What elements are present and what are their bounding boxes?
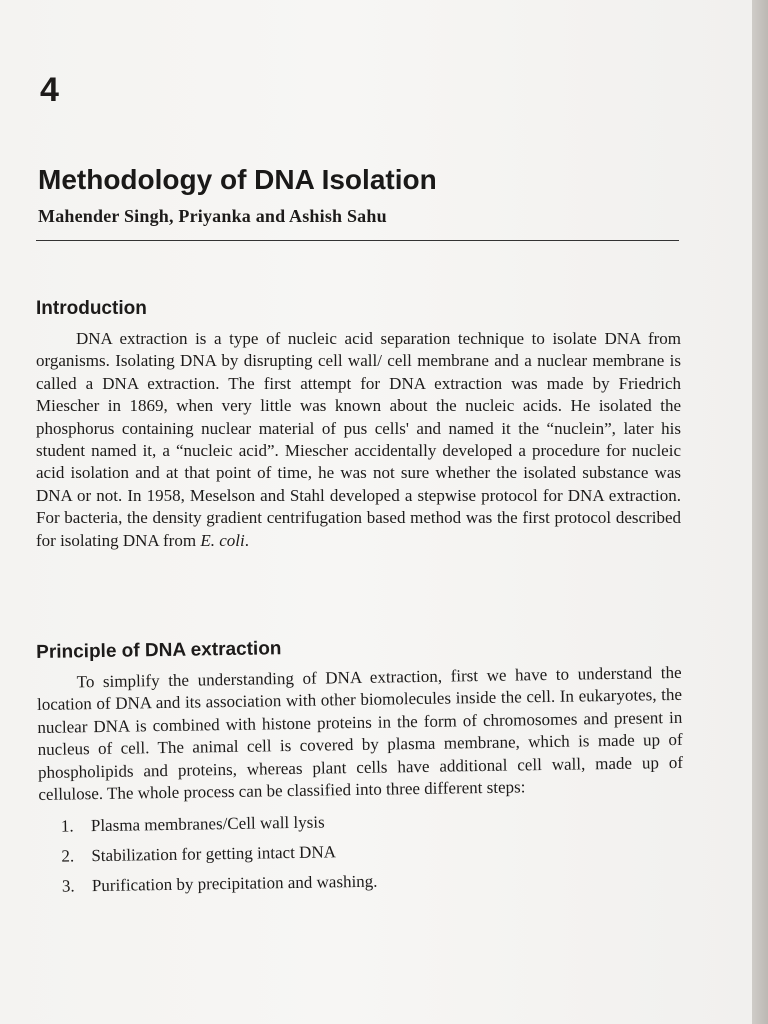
page-edge bbox=[752, 0, 768, 1024]
introduction-paragraph bbox=[36, 328, 681, 552]
list-item-number: 2. bbox=[61, 846, 75, 867]
steps-list bbox=[39, 802, 685, 902]
introduction-heading: Introduction bbox=[36, 298, 147, 319]
chapter-number: 4 bbox=[40, 71, 59, 109]
introduction-text-end: . bbox=[244, 530, 249, 550]
list-item-number: 3. bbox=[61, 876, 75, 897]
introduction-text: DNA extraction is a type of nucleic acid separation technique to isolate DNA from organisms. Isolating DNA by disrupting cell wall/ cell membrane and a nuclear membrane is called a DNA extraction. The first attempt for DNA extraction was made by Friedrich Miescher in 1869, when very little was known about the nucleic acids. He isolated the phosphorus containing nuclear material of pus cells' and named it the “nuclein”, later his student named it, a “nucleic acid”. Miescher accidentally developed a procedure for nucleic acid isolation and at that point of time, he was not sure whether the isolated substance was DNA or not. In 1958, Meselson and Stahl developed a stepwise protocol for DNA extraction. For bacteria, the density gradient centrifugation based method was the first protocol described for isolating DNA from bbox=[36, 329, 681, 550]
principle-paragraph: To simplify the understanding of DNA extraction, first we have to understand the location of DNA and its association with other biomolecules inside the cell. In eukaryotes, the nuclear DNA is combined with histone proteins in the form of chromosomes and present in nucleus of cell. The animal cell is covered by plasma membrane, which is made up of phospholipids and proteins, whereas plant cells have additional cell wall, made up of cellulose. The whole process can be classified into three different steps: bbox=[36, 662, 684, 805]
chapter-title: Methodology of DNA Isolation bbox=[38, 164, 437, 195]
introduction-section bbox=[36, 296, 681, 552]
principle-section bbox=[36, 630, 685, 903]
list-item-text: Plasma membranes/Cell wall lysis bbox=[90, 812, 325, 836]
title-divider bbox=[36, 240, 679, 241]
list-item-number: 1. bbox=[60, 816, 74, 837]
principle-heading: Principle of DNA extraction bbox=[36, 638, 282, 663]
chapter-authors: Mahender Singh, Priyanka and Ashish Sahu bbox=[38, 206, 387, 226]
species-name: E. coli bbox=[200, 530, 245, 550]
list-item-text: Stabilization for getting intact DNA bbox=[91, 842, 337, 866]
list-item-text: Purification by precipitation and washing. bbox=[91, 872, 378, 896]
